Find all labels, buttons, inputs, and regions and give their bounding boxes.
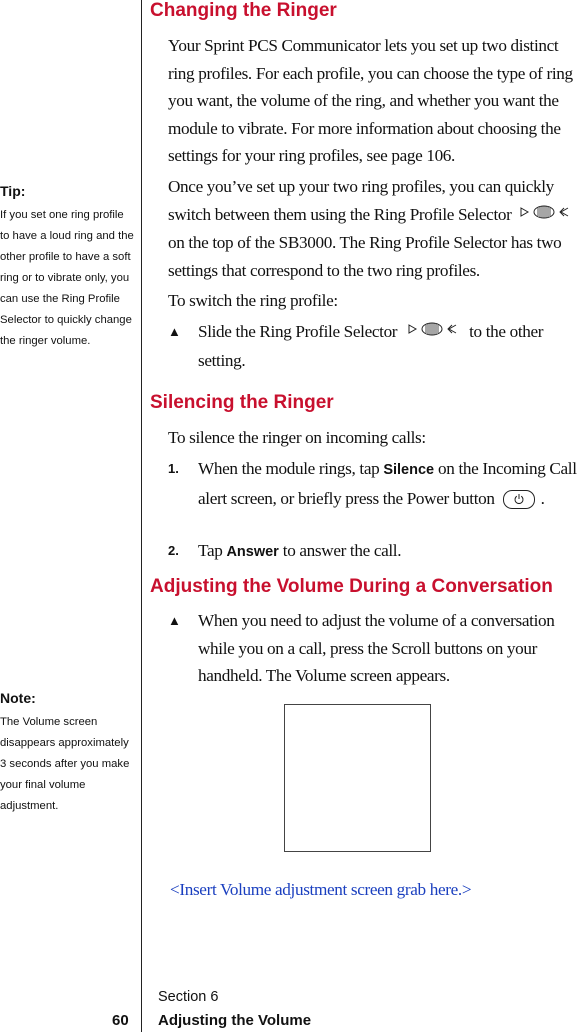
- step-adjust-volume: [168, 607, 578, 690]
- paragraph-silence-intro: To silence the ringer on incoming calls:: [168, 428, 426, 447]
- triangle-bullet-icon: ▲: [168, 613, 181, 628]
- step-1-part2: on the Incoming Call alert screen, or briefly press the Power button: [198, 459, 577, 508]
- note-title: Note:: [0, 690, 36, 706]
- paragraph-to-switch: To switch the ring profile:: [168, 291, 338, 310]
- heading-changing-ringer: Changing the Ringer: [150, 0, 337, 21]
- answer-term: Answer: [226, 544, 279, 560]
- footer-section-label: Section 6: [158, 989, 219, 1005]
- step-2-answer: [168, 537, 578, 567]
- step-1-end: .: [540, 488, 545, 508]
- placeholder-caption: <Insert Volume adjustment screen grab here.>: [170, 880, 472, 899]
- tip-box: [0, 183, 134, 352]
- page-number: 60: [112, 1012, 129, 1029]
- step-slide-part1: Slide the Ring Profile Selector: [198, 322, 398, 341]
- paragraph-switch-profiles: [168, 173, 578, 284]
- paragraph-switch-part2: on the top of the SB3000. The Ring Profile Selector has two settings that correspond to the two ring profiles.: [168, 233, 562, 280]
- footer-title: Adjusting the Volume: [158, 1012, 312, 1029]
- step-1-part1: When the module rings, tap: [198, 459, 380, 478]
- step-number-1: 1.: [168, 461, 179, 476]
- step-slide-text: [198, 318, 578, 374]
- heading-adjusting-volume: Adjusting the Volume During a Conversation: [150, 576, 553, 597]
- ring-profile-selector-icon: [519, 202, 571, 230]
- step-number-2: 2.: [168, 543, 179, 558]
- step-slide-part2: to the other setting.: [198, 322, 544, 370]
- step-1-text: [198, 455, 578, 512]
- triangle-bullet-icon: ▲: [168, 324, 181, 339]
- step-2-text: [198, 537, 578, 567]
- step-2-part1: Tap: [198, 541, 223, 560]
- step-adjust-text: When you need to adjust the volume of a conversation while you on a call, press the Scroll buttons on your handheld. The Volume screen appears.: [198, 611, 555, 685]
- step-1-silence: [168, 455, 578, 512]
- power-button-icon: [503, 490, 535, 509]
- ring-profile-selector-icon: [407, 319, 459, 347]
- column-divider: [141, 0, 142, 1032]
- paragraph-switch-part1: Once you’ve set up your two ring profiles, you can quickly switch between them using the Ring Profile Selector: [168, 177, 554, 224]
- tip-title: Tip:: [0, 183, 26, 199]
- tip-body: If you set one ring profile to have a loud ring and the other profile to have a soft ring or to vibrate only, you can use the Ring Profile Selector to quickly change the ringer volume.: [0, 209, 134, 347]
- step-slide-selector: [168, 318, 578, 374]
- silence-term: Silence: [383, 462, 435, 478]
- paragraph-ring-profiles: Your Sprint PCS Communicator lets you set up two distinct ring profiles. For each profile, you can choose the type of ring you want, the volume of the ring, and whether you want the module to vibrate. For more information about choosing the settings for your ring profiles, see page 106.: [168, 36, 573, 165]
- heading-silencing-ringer: Silencing the Ringer: [150, 392, 334, 413]
- note-body: The Volume screen disappears approximately 3 seconds after you make your final volume adjustment.: [0, 716, 130, 812]
- volume-screen-placeholder: [284, 704, 431, 852]
- note-box: [0, 690, 134, 817]
- step-2-part2: to answer the call.: [282, 541, 402, 560]
